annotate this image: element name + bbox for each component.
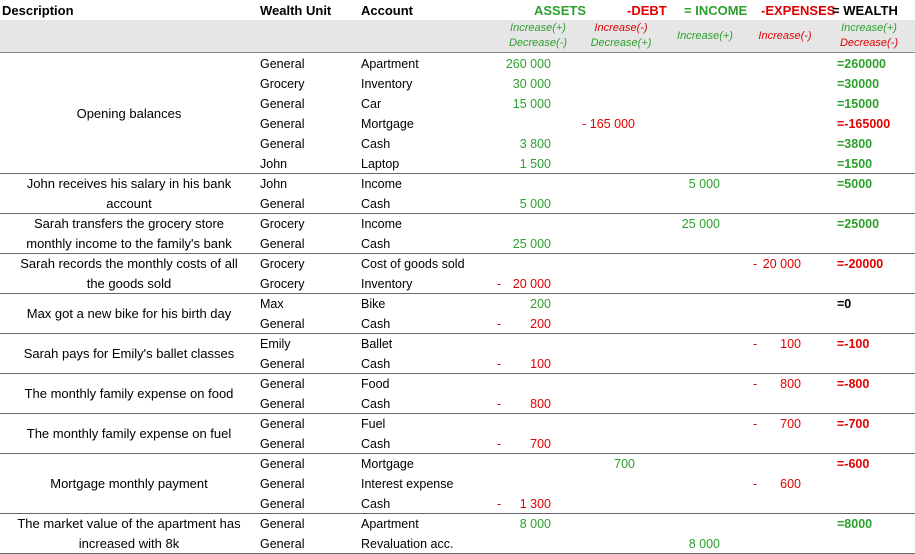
group-description: Max got a new bike for his birth day xyxy=(26,306,232,321)
expenses-minus-sign: - xyxy=(753,417,758,431)
wealth-unit-cell: Grocery xyxy=(260,257,305,271)
header-account: Account xyxy=(361,3,413,18)
wealth-cell: =-165000 xyxy=(837,117,891,131)
header-income: = INCOME xyxy=(684,3,748,18)
group-description: The market value of the apartment has xyxy=(17,516,241,531)
subheader-wealth-decrease: Decrease(-) xyxy=(839,37,899,49)
account-cell: Mortgage xyxy=(361,457,414,471)
expenses-minus-sign: - xyxy=(753,477,758,491)
wealth-unit-cell: General xyxy=(260,317,305,331)
account-cell: Income xyxy=(361,177,402,191)
header-wealth-unit: Wealth Unit xyxy=(260,3,332,18)
subheader-debt-decrease: Decrease(+) xyxy=(590,37,652,49)
group-description: the goods sold xyxy=(86,276,172,291)
assets-cell: 260 000 xyxy=(505,57,551,71)
group-description: monthly income to the family's bank xyxy=(26,236,232,251)
assets-decrease-cell: 1 300 xyxy=(519,497,551,511)
wealth-cell: =-700 xyxy=(837,417,870,431)
group-description: Sarah records the monthly costs of all xyxy=(20,256,238,271)
account-cell: Cash xyxy=(361,137,391,151)
expenses-cell: 800 xyxy=(780,377,801,391)
header-description: Description xyxy=(2,3,74,18)
assets-cell: 15 000 xyxy=(512,97,551,111)
wealth-cell: =15000 xyxy=(837,97,880,111)
account-cell: Food xyxy=(361,377,390,391)
group-description: Sarah transfers the grocery store xyxy=(33,216,225,231)
wealth-unit-cell: General xyxy=(260,497,305,511)
wealth-unit-cell: General xyxy=(260,197,305,211)
account-cell: Bike xyxy=(361,297,386,311)
table-header xyxy=(0,0,915,20)
header-expenses: -EXPENSES xyxy=(761,3,836,18)
wealth-cell: =-800 xyxy=(837,377,870,391)
expenses-cell: 700 xyxy=(780,417,801,431)
account-cell: Fuel xyxy=(361,417,386,431)
account-cell: Apartment xyxy=(361,517,419,531)
wealth-cell: =8000 xyxy=(837,517,873,531)
subheader-wealth xyxy=(834,21,904,51)
wealth-unit-cell: General xyxy=(260,137,305,151)
header-wealth: = WEALTH xyxy=(832,3,898,18)
wealth-unit-cell: General xyxy=(260,457,305,471)
wealth-unit-cell: General xyxy=(260,477,305,491)
wealth-unit-cell: General xyxy=(260,377,305,391)
wealth-unit-cell: John xyxy=(260,157,288,171)
account-cell: Income xyxy=(361,217,402,231)
assets-cell: 25 000 xyxy=(512,237,551,251)
assets-cell: 200 xyxy=(530,297,551,311)
debt-cell: - 165 000 xyxy=(582,117,635,131)
wealth-unit-cell: Max xyxy=(260,297,284,311)
wealth-unit-cell: General xyxy=(260,97,305,111)
account-cell: Cash xyxy=(361,437,391,451)
expenses-minus-sign: - xyxy=(753,337,758,351)
wealth-unit-cell: General xyxy=(260,117,305,131)
debt-decrease-cell: 700 xyxy=(614,457,635,471)
assets-cell: 8 000 xyxy=(519,517,551,531)
account-cell: Mortgage xyxy=(361,117,414,131)
group-description: Opening balances xyxy=(76,106,182,121)
account-cell: Laptop xyxy=(361,157,400,171)
income-cell: 25 000 xyxy=(681,217,720,231)
subheader-income: Increase(+) xyxy=(677,30,733,42)
account-cell: Inventory xyxy=(361,77,413,91)
wealth-cell: =-600 xyxy=(837,457,870,471)
header-assets: ASSETS xyxy=(534,3,587,18)
expenses-minus-sign: - xyxy=(753,377,758,391)
wealth-cell: =0 xyxy=(837,297,852,311)
wealth-unit-cell: Grocery xyxy=(260,77,305,91)
subheader-wealth-increase: Increase(+) xyxy=(841,22,897,34)
header-debt: -DEBT xyxy=(627,3,667,18)
account-cell: Car xyxy=(361,97,382,111)
wealth-unit-cell: General xyxy=(260,417,305,431)
assets-cell: 30 000 xyxy=(512,77,551,91)
assets-minus-sign: - xyxy=(497,357,502,371)
wealth-cell: =5000 xyxy=(837,177,873,191)
assets-decrease-cell: 20 000 xyxy=(512,277,551,291)
account-cell: Revaluation acc. xyxy=(361,537,454,551)
assets-cell: 1 500 xyxy=(519,157,551,171)
account-cell: Inventory xyxy=(361,277,413,291)
expenses-minus-sign: - xyxy=(753,257,758,271)
assets-minus-sign: - xyxy=(497,497,502,511)
wealth-unit-cell: Grocery xyxy=(260,277,305,291)
group-description: increased with 8k xyxy=(78,536,180,551)
group-description: John receives his salary in his bank xyxy=(26,176,232,191)
wealth-cell: =-20000 xyxy=(837,257,884,271)
expenses-cell: 20 000 xyxy=(762,257,801,271)
assets-decrease-cell: 200 xyxy=(530,317,551,331)
group-description: account xyxy=(106,196,152,211)
income-cell: 8 000 xyxy=(688,537,720,551)
assets-cell: 5 000 xyxy=(519,197,551,211)
wealth-unit-cell: General xyxy=(260,57,305,71)
assets-minus-sign: - xyxy=(497,397,502,411)
subheader-assets-decrease: Decrease(-) xyxy=(508,37,568,49)
wealth-cell: =-100 xyxy=(837,337,870,351)
group-divider xyxy=(0,293,915,294)
wealth-unit-cell: General xyxy=(260,437,305,451)
wealth-unit-cell: General xyxy=(260,517,305,531)
wealth-cell: =30000 xyxy=(837,77,880,91)
assets-minus-sign: - xyxy=(497,317,502,331)
wealth-unit-cell: General xyxy=(260,537,305,551)
account-cell: Ballet xyxy=(361,337,393,351)
subheader-debt xyxy=(588,21,654,51)
wealth-cell: =1500 xyxy=(837,157,873,171)
assets-minus-sign: - xyxy=(497,277,502,291)
account-cell: Cash xyxy=(361,497,391,511)
account-cell: Apartment xyxy=(361,57,419,71)
expenses-cell: 600 xyxy=(780,477,801,491)
group-description: Sarah pays for Emily's ballet classes xyxy=(23,346,235,361)
account-cell: Cash xyxy=(361,197,391,211)
account-cell: Cash xyxy=(361,317,391,331)
assets-decrease-cell: 800 xyxy=(530,397,551,411)
account-cell: Cash xyxy=(361,237,391,251)
subheader-assets-increase: Increase(+) xyxy=(510,22,566,34)
wealth-unit-cell: Emily xyxy=(260,337,291,351)
group-description: The monthly family expense on food xyxy=(24,386,234,401)
wealth-cell: =3800 xyxy=(837,137,873,151)
wealth-unit-cell: Grocery xyxy=(260,217,305,231)
assets-decrease-cell: 700 xyxy=(530,437,551,451)
wealth-unit-cell: General xyxy=(260,357,305,371)
assets-decrease-cell: 100 xyxy=(530,357,551,371)
subheader-expenses: Increase(-) xyxy=(758,30,812,42)
wealth-unit-cell: John xyxy=(260,177,288,191)
wealth-unit-cell: General xyxy=(260,397,305,411)
subheader-debt-increase: Increase(-) xyxy=(594,22,648,34)
group-divider xyxy=(0,453,915,454)
group-description: Mortgage monthly payment xyxy=(50,476,208,491)
assets-cell: 3 800 xyxy=(519,137,551,151)
wealth-unit-cell: General xyxy=(260,237,305,251)
account-cell: Cash xyxy=(361,357,391,371)
account-cell: Interest expense xyxy=(361,477,454,491)
account-cell: Cash xyxy=(361,397,391,411)
wealth-cell: =260000 xyxy=(837,57,887,71)
income-cell: 5 000 xyxy=(688,177,720,191)
subheader-assets xyxy=(505,21,571,51)
expenses-cell: 100 xyxy=(780,337,801,351)
table-subheader xyxy=(0,20,915,53)
wealth-cell: =25000 xyxy=(837,217,880,231)
account-cell: Cost of goods sold xyxy=(361,257,465,271)
assets-minus-sign: - xyxy=(497,437,502,451)
group-description: The monthly family expense on fuel xyxy=(26,426,232,441)
